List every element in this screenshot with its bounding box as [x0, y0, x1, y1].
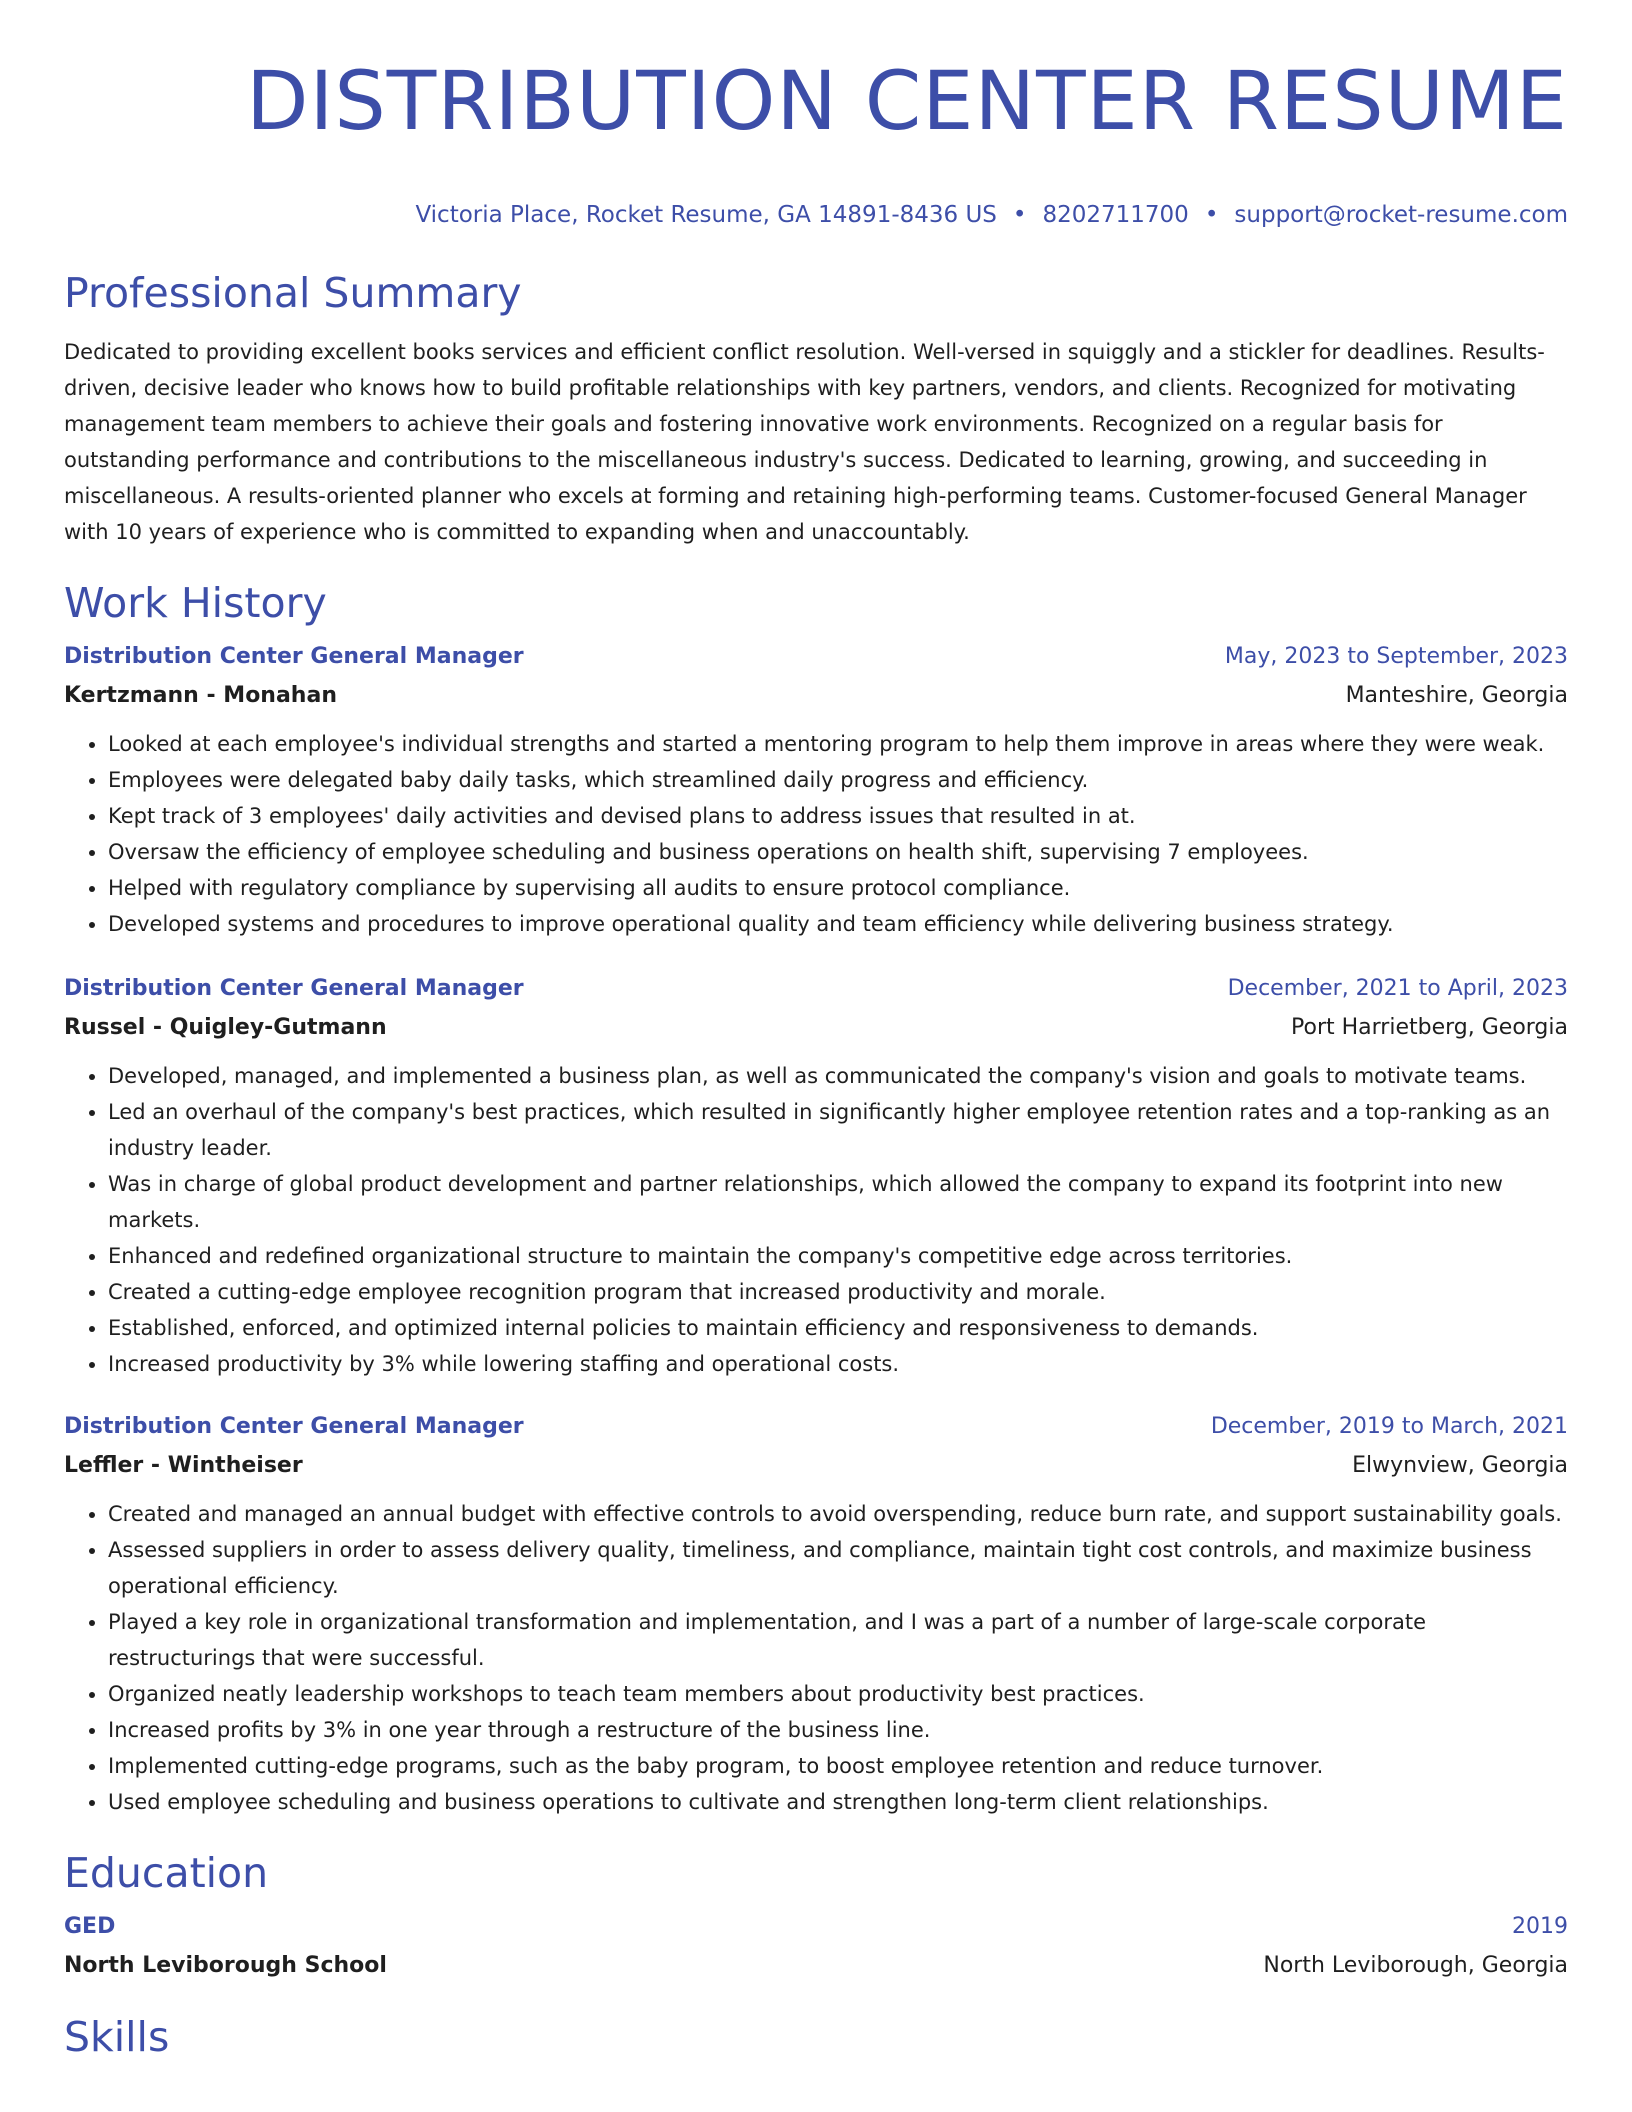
job-bullet: • Created and managed an annual budget with effective controls to avoid overspending, reduce burn rate, and support sustainability goals. — [108, 1496, 1568, 1532]
job-bullet: • Kept track of 3 employees' daily activities and devised plans to address issues that resulted in at. — [108, 798, 1568, 834]
contact-phone: 8202711700 — [1042, 202, 1189, 228]
job-dates: May, 2023 to September, 2023 — [1224, 644, 1568, 669]
job-bullet: • Increased profits by 3% in one year through a restructure of the business line. — [108, 1712, 1568, 1748]
job-bullet: • Organized neatly leadership workshops to teach team members about productivity best practices. — [108, 1676, 1568, 1712]
job-bullet: • Played a key role in organizational transformation and implementation, and I was a part of a number of large-scale corporate restructurings that were successful. — [108, 1604, 1568, 1676]
job-entry — [64, 1408, 1568, 1820]
job-bullet: • Implemented cutting-edge programs, such as the baby program, to boost employee retention and reduce turnover. — [108, 1748, 1568, 1784]
education-school: North Leviborough School — [64, 1953, 387, 1978]
job-company: Kertzmann - Monahan — [64, 683, 337, 708]
job-bullet: • Assessed suppliers in order to assess delivery quality, timeliness, and compliance, maintain tight cost controls, and maximize business operational efficiency. — [108, 1532, 1568, 1604]
contact-line — [64, 200, 1568, 230]
contact-separator: • — [1204, 202, 1219, 228]
job-title: Distribution Center General Manager — [64, 976, 524, 1001]
skills-heading: Skills — [64, 2013, 170, 2061]
job-bullet: • Established, enforced, and optimized internal policies to maintain efficiency and responsiveness to demands. — [108, 1310, 1568, 1346]
job-bullet: • Oversaw the efficiency of employee scheduling and business operations on health shift, supervising 7 employees. — [108, 834, 1568, 870]
resume-page — [64, 0, 1568, 2062]
job-bullet: • Led an overhaul of the company's best practices, which resulted in significantly higher employee retention rates and a top-ranking as an industry leader. — [108, 1094, 1568, 1166]
job-entry — [64, 970, 1568, 1382]
job-bullets — [64, 1496, 1568, 1820]
contact-address: Victoria Place, Rocket Resume, GA 14891-8436 US — [415, 202, 997, 228]
job-bullet: • Developed systems and procedures to improve operational quality and team efficiency while delivering business strategy. — [108, 906, 1568, 942]
job-bullet: • Employees were delegated baby daily tasks, which streamlined daily progress and efficiency. — [108, 762, 1568, 798]
summary-text: Dedicated to providing excellent books services and efficient conflict resolution. Well-versed in squiggly and a stickler for deadlines. Results-driven, decisive leader who knows how to build profitable relationships with key partners, vendors, and clients. Recognized for motivating management team members to achieve their goals and fostering innovative work environments. Recognized on a regular basis for outstanding performance and contributions to the miscellaneous industry's success. Dedicated to learning, growing, and succeeding in miscellaneous. A results-oriented planner who excels at forming and retaining high-performing teams. Customer-focused General Manager with 10 years of experience who is committed to expanding when and unaccountably. — [64, 340, 1545, 544]
job-bullet: • Looked at each employee's individual strengths and started a mentoring program to help them improve in areas where they were weak. — [108, 726, 1568, 762]
job-entry — [64, 638, 1568, 942]
job-bullet: • Developed, managed, and implemented a business plan, as well as communicated the company's vision and goals to motivate teams. — [108, 1058, 1568, 1094]
resume-title: DISTRIBUTION CENTER RESUME — [246, 55, 1568, 149]
education-location: North Leviborough, Georgia — [1263, 1953, 1568, 1978]
contact-email: support@rocket-resume.com — [1234, 202, 1568, 228]
job-bullet: • Created a cutting-edge employee recognition program that increased productivity and morale. — [108, 1274, 1568, 1310]
job-bullet: • Helped with regulatory compliance by supervising all audits to ensure protocol compliance. — [108, 870, 1568, 906]
summary-heading: Professional Summary — [64, 269, 522, 317]
job-location: Manteshire, Georgia — [1345, 683, 1568, 708]
contact-separator: • — [1012, 202, 1027, 228]
job-bullets — [64, 726, 1568, 942]
job-bullet: • Increased productivity by 3% while lowering staffing and operational costs. — [108, 1346, 1568, 1382]
job-dates: December, 2019 to March, 2021 — [1210, 1414, 1568, 1439]
work-history-heading: Work History — [64, 579, 327, 627]
job-location: Elwynview, Georgia — [1352, 1453, 1568, 1478]
job-bullets — [64, 1058, 1568, 1382]
education-year: 2019 — [1512, 1914, 1568, 1939]
job-location: Port Harrietberg, Georgia — [1291, 1015, 1568, 1040]
education-degree: GED — [64, 1914, 116, 1939]
job-title: Distribution Center General Manager — [64, 644, 524, 669]
job-company: Russel - Quigley-Gutmann — [64, 1015, 387, 1040]
job-title: Distribution Center General Manager — [64, 1414, 524, 1439]
job-bullet: • Was in charge of global product development and partner relationships, which allowed the company to expand its footprint into new markets. — [108, 1166, 1568, 1238]
education-heading: Education — [64, 1849, 269, 1897]
job-bullet: • Used employee scheduling and business operations to cultivate and strengthen long-term client relationships. — [108, 1784, 1568, 1820]
job-bullet: • Enhanced and redefined organizational structure to maintain the company's competitive edge across territories. — [108, 1238, 1568, 1274]
job-company: Leffler - Wintheiser — [64, 1453, 303, 1478]
education-entry — [64, 1908, 1568, 1986]
job-dates: December, 2021 to April, 2023 — [1227, 976, 1568, 1001]
